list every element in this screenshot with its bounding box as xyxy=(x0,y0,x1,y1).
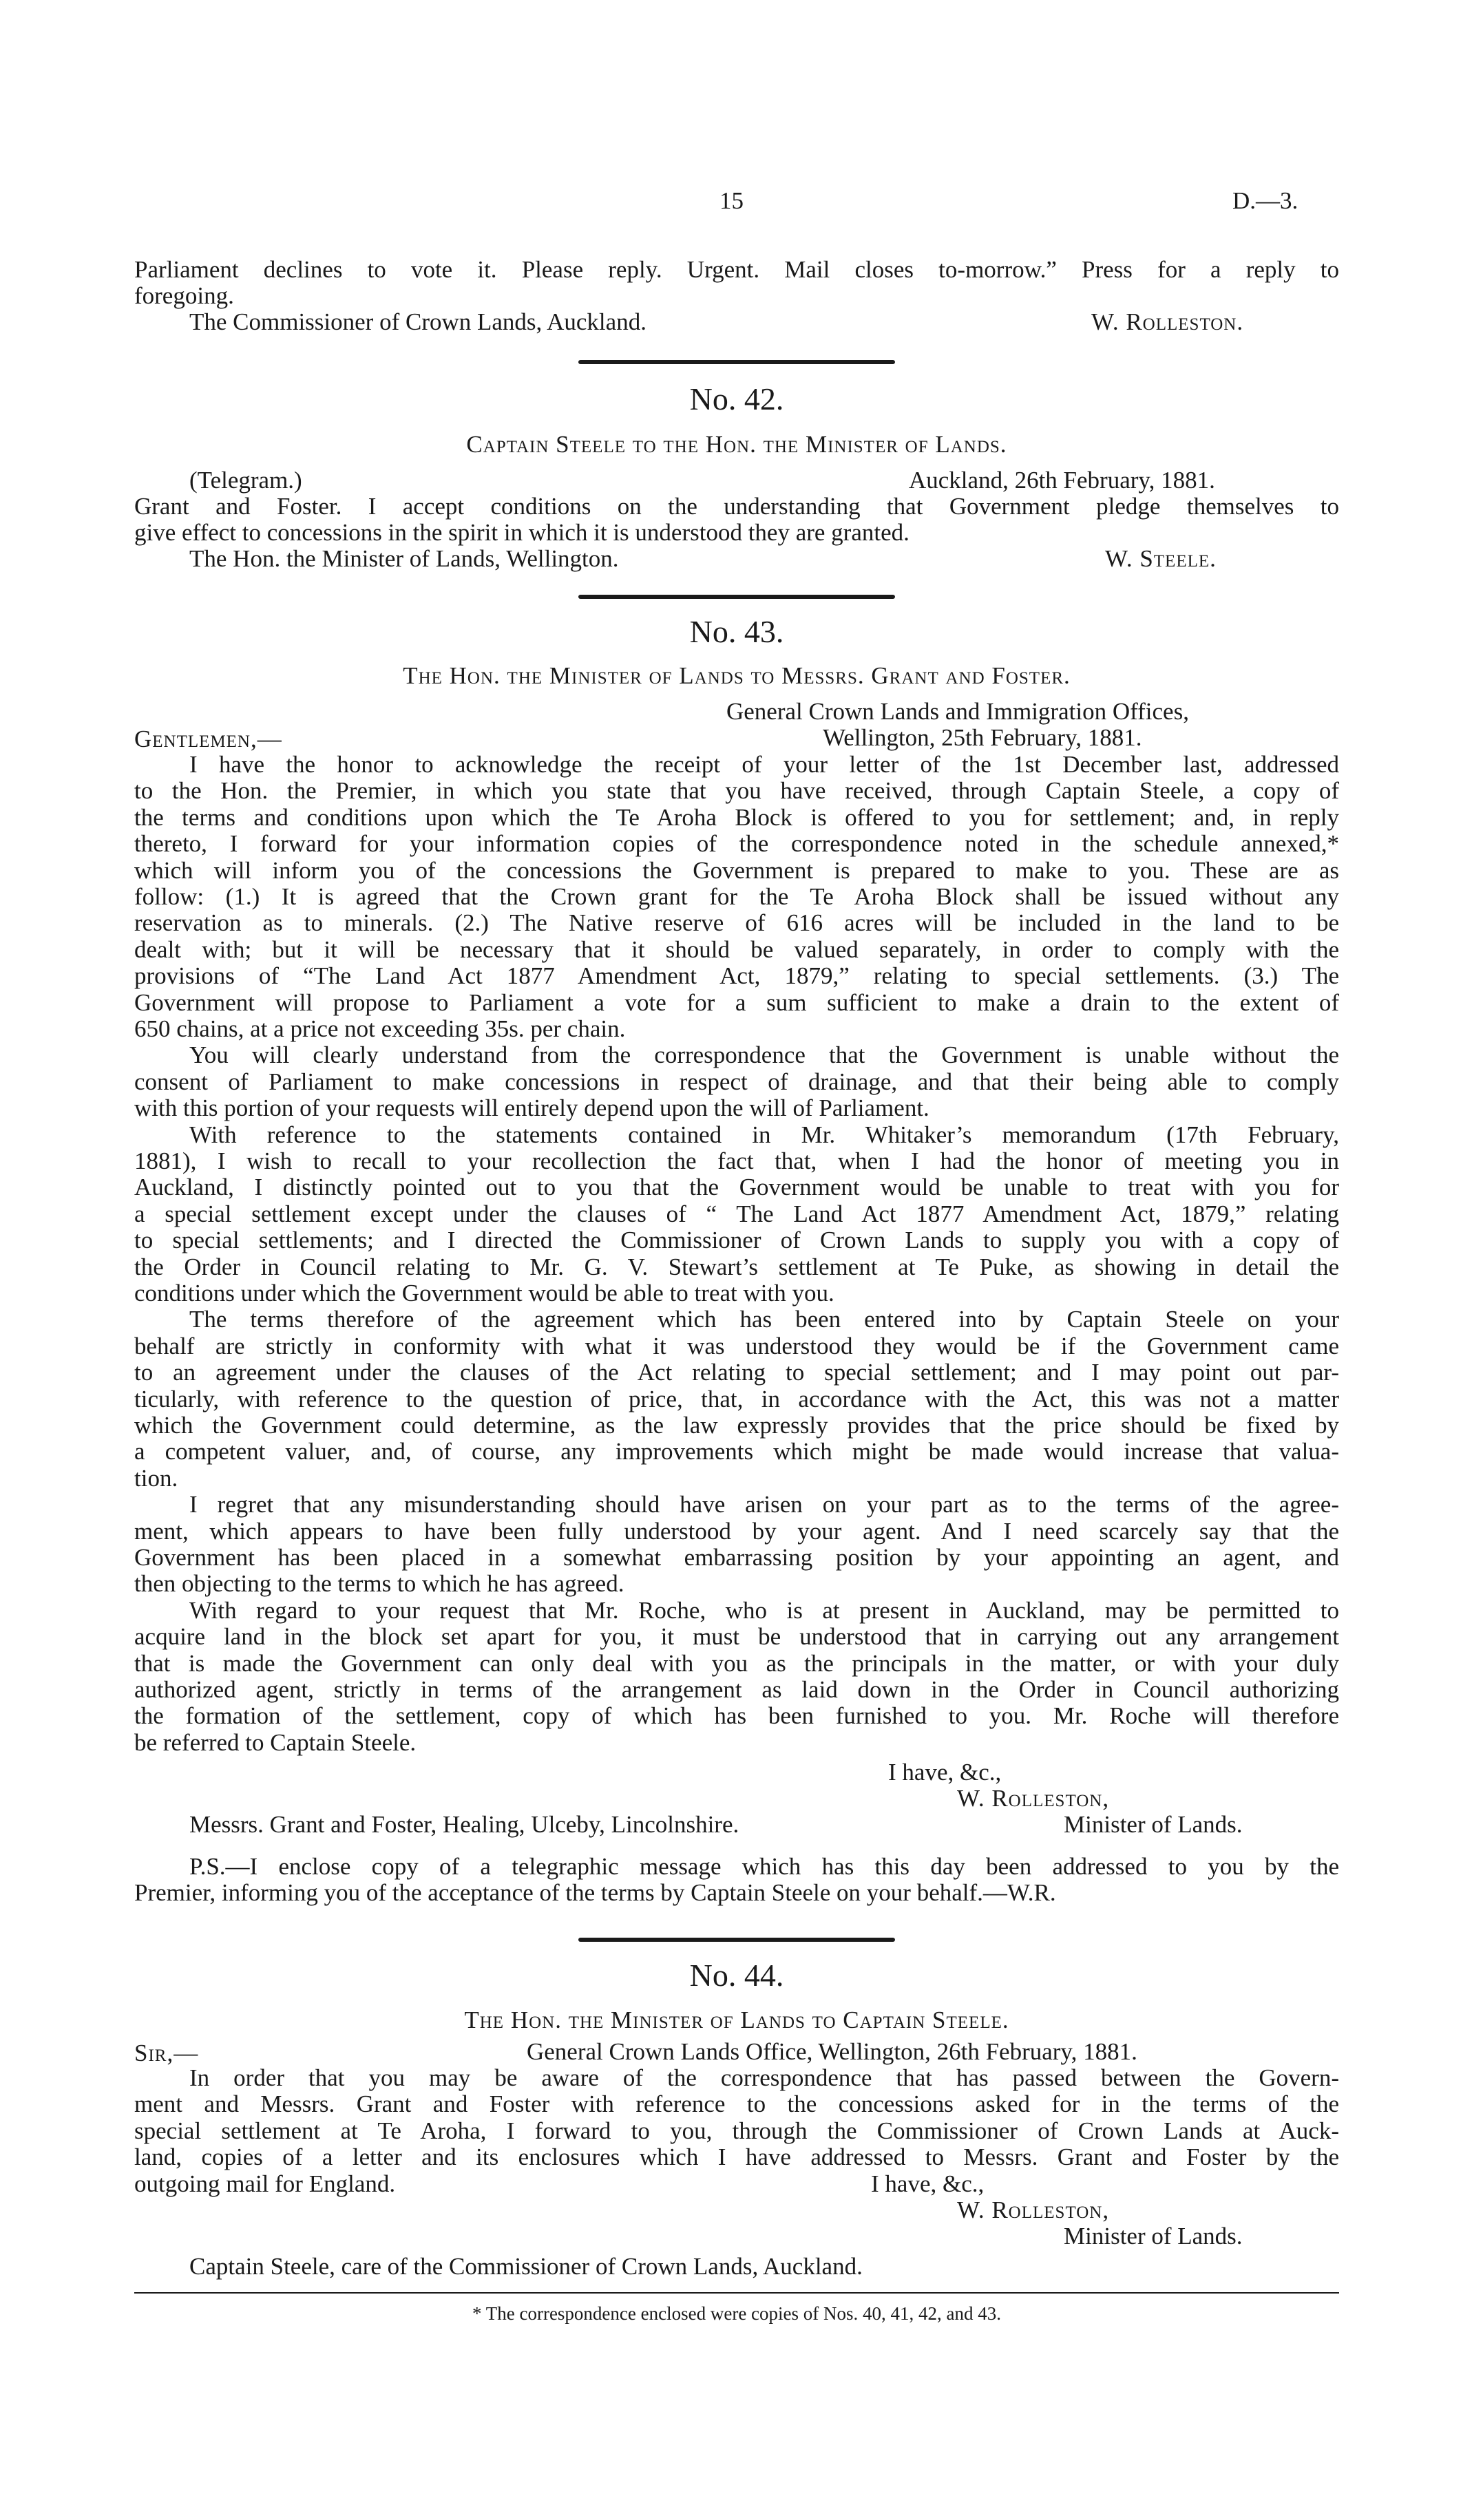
no43-office: General Crown Lands and Immigration Offices, xyxy=(726,698,1189,725)
no43-body-line: ticularly, with reference to the question of price, that, in accordance with the Act, this was not a matter xyxy=(134,1385,1339,1412)
no43-body-line: the formation of the settlement, copy of which has been furnished to you. Mr. Roche will therefore xyxy=(134,1702,1339,1730)
no43-body-line: that is made the Government can only deal with you as the principals in the matter, or with your duly xyxy=(134,1649,1339,1677)
no43-body-line: ment, which appears to have been fully understood by your agent. And I need scarcely say that the xyxy=(134,1517,1339,1545)
no43-ps-line-1: P.S.—I enclose copy of a telegraphic message which has this day been addressed to you by the xyxy=(189,1853,1339,1880)
no43-closing: I have, &c., xyxy=(888,1759,1002,1786)
no43-body-line: follow: (1.) It is agreed that the Crown grant for the Te Aroha Block shall be issued without any xyxy=(134,883,1339,910)
no43-body-line: to the Hon. the Premier, in which you state that you have received, through Captain Steele, a copy of xyxy=(134,777,1339,805)
intro-addressee: The Commissioner of Crown Lands, Auckland. xyxy=(189,308,646,335)
no44-body-line: land, copies of a letter and its enclosures which I have addressed to Messrs. Grant and Foster by the xyxy=(134,2143,1339,2171)
no43-body-line: behalf are strictly in conformity with what it was understood they would be if the Government came xyxy=(134,1332,1339,1359)
no42-heading: Captain Steele to the Hon. the Minister of Lands. xyxy=(466,431,1007,458)
no43-body-line: I have the honor to acknowledge the receipt of your letter of the 1st December last, addressed xyxy=(189,751,1339,778)
no42-addressee: The Hon. the Minister of Lands, Wellington. xyxy=(189,545,619,572)
no44-title: Minister of Lands. xyxy=(1064,2223,1243,2249)
no43-body-line: to special settlements; and I directed the Commissioner of Crown Lands to supply you with a copy of xyxy=(134,1227,1339,1254)
no44-body-line: ment and Messrs. Grant and Foster with reference to the concessions asked for in the terms of the xyxy=(134,2090,1339,2118)
section-divider xyxy=(578,1938,895,1942)
no42-line-1: Grant and Foster. I accept conditions on the understanding that Government pledge themselves to xyxy=(134,493,1339,520)
no44-salutation: Sir,— xyxy=(134,2040,199,2066)
page-number: 15 xyxy=(719,187,744,214)
no42-type: (Telegram.) xyxy=(189,467,302,494)
no43-body-line: be referred to Captain Steele. xyxy=(134,1728,417,1756)
no43-ps-line-2: Premier, informing you of the acceptance of the terms by Captain Steele on your behalf.—W.R. xyxy=(134,1879,1056,1906)
intro-signature: W. Rolleston. xyxy=(1091,308,1244,335)
no43-body-line: the terms and conditions upon which the Te Aroha Block is offered to you for settlement; and, in reply xyxy=(134,803,1339,831)
no43-body-line: which the Government could determine, as the law expressly provides that the price should be fixed by xyxy=(134,1412,1339,1439)
no43-body-line: thereto, I forward for your information copies of the correspondence noted in the schedule annexed,* xyxy=(134,830,1339,858)
no44-addressee: Captain Steele, care of the Commissioner of Crown Lands, Auckland. xyxy=(189,2253,863,2280)
no43-body-line: Government has been placed in a somewhat embarrassing position by your appointing an agent, and xyxy=(134,1544,1339,1571)
no43-body-line: acquire land in the block set apart for you, it must be understood that in carrying out any arrangement xyxy=(134,1623,1339,1651)
no43-body-line: With reference to the statements contained in Mr. Whitaker’s memorandum (17th February, xyxy=(189,1121,1339,1148)
no43-addressee: Messrs. Grant and Foster, Healing, Ulceby, Lincolnshire. xyxy=(189,1811,739,1838)
no43-salutation: Gentlemen,— xyxy=(134,726,282,752)
no44-body-line: In order that you may be aware of the correspondence that has passed between the Govern- xyxy=(189,2064,1339,2091)
no43-signature: W. Rolleston, xyxy=(957,1785,1110,1812)
no43-body-line: with this portion of your requests will entirely depend upon the will of Parliament. xyxy=(134,1094,929,1122)
no43-body-line: reservation as to minerals. (2.) The Native reserve of 616 acres will be included in the land to be xyxy=(134,909,1339,937)
no43-body-line: which will inform you of the concessions the Government is prepared to make to you. These are as xyxy=(134,856,1339,884)
no43-body-line: a special settlement except under the clauses of “ The Land Act 1877 Amendment Act, 1879,” relating xyxy=(134,1200,1339,1227)
no44-place-date: General Crown Lands Office, Wellington, 26th February, 1881. xyxy=(527,2038,1137,2065)
no42-number: No. 42. xyxy=(689,381,784,416)
no44-body-line: special settlement at Te Aroha, I forward to you, through the Commissioner of Crown Lands at Auck- xyxy=(134,2117,1339,2144)
no43-body-line: authorized agent, strictly in terms of the arrangement as laid down in the Order in Council authorizing xyxy=(134,1676,1339,1703)
no43-body-line: I regret that any misunderstanding should have arisen on your part as to the terms of the agree- xyxy=(189,1491,1339,1518)
no42-line-2: give effect to concessions in the spirit in which it is understood they are granted. xyxy=(134,519,910,546)
no43-body-line: the Order in Council relating to Mr. G. V. Stewart’s settlement at Te Puke, as showing in detail the xyxy=(134,1253,1339,1280)
no43-body-line: tion. xyxy=(134,1464,178,1492)
no43-body-line: You will clearly understand from the correspondence that the Government is unable without the xyxy=(189,1041,1339,1069)
no44-body-line: outgoing mail for England. xyxy=(134,2170,396,2197)
no44-signature: W. Rolleston, xyxy=(957,2196,1110,2223)
no43-body-line: conditions under which the Government would be able to treat with you. xyxy=(134,1280,834,1306)
no43-body-line: With regard to your request that Mr. Roche, who is at present in Auckland, may be permitted to xyxy=(189,1596,1339,1624)
no42-signature: W. Steele. xyxy=(1105,545,1217,572)
footnote: * The correspondence enclosed were copies of Nos. 40, 41, 42, and 43. xyxy=(472,2303,1002,2324)
no44-number: No. 44. xyxy=(689,1958,784,1993)
no43-body-line: 1881), I wish to recall to your recollection the fact that, when I had the honor of meeting you in xyxy=(134,1147,1339,1174)
section-divider xyxy=(578,360,895,364)
no44-heading: The Hon. the Minister of Lands to Captain Steele. xyxy=(464,2007,1009,2033)
document-reference: D.—3. xyxy=(1232,187,1298,214)
no43-title: Minister of Lands. xyxy=(1064,1811,1243,1838)
no43-heading: The Hon. the Minister of Lands to Messrs. Grant and Foster. xyxy=(403,662,1071,689)
no44-closing: I have, &c., xyxy=(871,2170,985,2197)
no43-number: No. 43. xyxy=(689,614,784,649)
no43-body-line: then objecting to the terms to which he has agreed. xyxy=(134,1570,624,1598)
footnote-rule xyxy=(134,2292,1339,2294)
no43-body-line: provisions of “The Land Act 1877 Amendment Act, 1879,” relating to special settlements. (3.) The xyxy=(134,962,1339,990)
no43-place-date: Wellington, 25th February, 1881. xyxy=(823,724,1142,751)
no42-place-date: Auckland, 26th February, 1881. xyxy=(909,467,1215,494)
section-divider xyxy=(578,595,895,599)
no43-body-line: 650 chains, at a price not exceeding 35s. per chain. xyxy=(134,1015,626,1042)
intro-line-2: foregoing. xyxy=(134,282,234,309)
no43-body-line: Auckland, I distinctly pointed out to you that the Government would be unable to treat with you for xyxy=(134,1174,1339,1201)
no43-body-line: The terms therefore of the agreement which has been entered into by Captain Steele on your xyxy=(189,1306,1339,1333)
no43-body-line: a competent valuer, and, of course, any improvements which might be made would increase that valua- xyxy=(134,1438,1339,1465)
no43-body-line: consent of Parliament to make concessions in respect of drainage, and that their being able to comply xyxy=(134,1068,1339,1095)
no43-body-line: to an agreement under the clauses of the Act relating to special settlement; and I may point out par- xyxy=(134,1359,1339,1386)
no43-body-line: dealt with; but it will be necessary that it should be valued separately, in order to comply with the xyxy=(134,935,1339,963)
intro-line-1: Parliament declines to vote it. Please reply. Urgent. Mail closes to-morrow.” Press for a reply to xyxy=(134,256,1339,283)
no43-body-line: Government will propose to Parliament a vote for a sum sufficient to make a drain to the extent of xyxy=(134,988,1339,1016)
